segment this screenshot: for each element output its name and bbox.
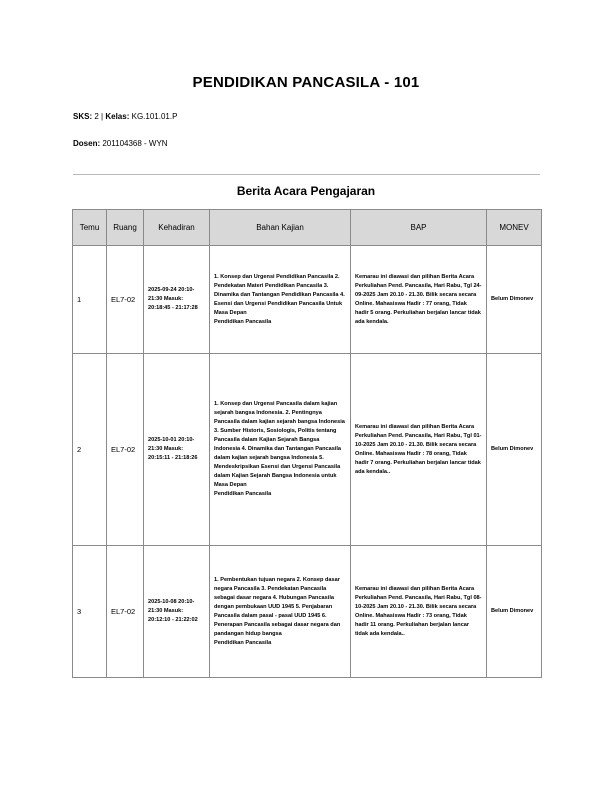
table-header-row	[73, 210, 542, 246]
header-temu: Temu	[73, 210, 107, 246]
bahan-text: 1. Konsep dan Urgensi Pendidikan Pancasila 2. Pendekatan Materi Pendidikan Pancasila 3. Dinamika dan Tantangan Pendidikan Pancasila 4. Esensi dan Urgensi Pendidikan Pancasila Untuk Masa Depan	[214, 273, 345, 316]
cell-kehadiran: 2025-10-08 20:10-21:30 Masuk: 20:12:10 - 21:22:02	[144, 546, 210, 678]
header-kehadiran: Kehadiran	[144, 210, 210, 246]
cell-ruang: EL7-02	[107, 546, 144, 678]
course-meta	[73, 112, 177, 121]
divider	[73, 174, 540, 175]
course-title: PENDIDIKAN PANCASILA - 101	[192, 74, 420, 91]
cell-ruang: EL7-02	[107, 246, 144, 354]
bahan-footer: Pendidikan Pancasila	[214, 491, 272, 497]
cell-kehadiran: 2025-09-24 20:10-21:30 Masuk: 20:18:45 - 21:17:28	[144, 246, 210, 354]
meta-separator: |	[101, 112, 104, 121]
header-bahan-kajian: Bahan Kajian	[210, 210, 351, 246]
cell-bap: Kemarau ini diawasi dan pilihan Berita Acara Perkuliahan Pend. Pancasila, Hari Rabu, Tgl 08-10-2025 Jam 20.10 - 21.30. Bilik secara secara Online. Mahasiswa Hadir : 73 orang, Tidak hadir 11 orang. Perkuliahan berjalan lancar tidak ada kendala..	[351, 546, 487, 678]
bahan-footer: Pendidikan Pancasila	[214, 318, 272, 325]
header-bap: BAP	[351, 210, 487, 246]
dosen-line	[73, 139, 168, 148]
cell-monev: Belum Dimonev	[487, 354, 542, 546]
header-monev: MONEV	[487, 210, 542, 246]
table-row	[73, 546, 542, 678]
cell-bap: Kemarau ini diawasi dan pilihan Berita Acara Perkuliahan Pend. Pancasila, Hari Rabu, Tgl 24-09-2025 Jam 20.10 - 21.30. Bilik secara secara Online. Mahasiswa Hadir : 77 orang, Tidak hadir 5 orang. Perkuliahan berjalan lancar tidak ada kendala.	[351, 246, 487, 354]
sks-value: 2	[94, 112, 99, 121]
cell-monev: Belum Dimonev	[487, 246, 542, 354]
cell-temu: 2	[73, 354, 107, 546]
dosen-value: 201104368 - WYN	[102, 139, 168, 148]
cell-monev: Belum Dimonev	[487, 546, 542, 678]
bahan-text: 1. Pembentukan tujuan negara 2. Konsep dasar negara Pancasila 3. Pendekatan Pancasila sebagai dasar negara 4. Hubungan Pancasila dengan pembukaan UUD 1945 5. Penjabaran Pancasila dalam pasal - pasal UUD 1945 6. Penerapan Pancasila sebagai dasar negara dan pandangan hidup bangsa	[214, 576, 341, 637]
sks-label: SKS:	[73, 112, 93, 121]
cell-bahan-kajian	[210, 246, 351, 354]
bap-table	[72, 209, 542, 678]
dosen-label: Dosen:	[73, 139, 101, 148]
table-row	[73, 246, 542, 354]
cell-bap: Kemarau ini diawasi dan pilihan Berita Acara Perkuliahan Pend. Pancasila, Hari Rabu, Tgl 01-10-2025 Jam 20.10 - 21.30. Bilik secara secara Online. Mahasiswa Hadir : 78 orang, Tidak hadir 7 orang. Perkuliahan berjalan lancar tidak ada kendala..	[351, 354, 487, 546]
cell-temu: 1	[73, 246, 107, 354]
section-title: Berita Acara Pengajaran	[236, 184, 376, 198]
kelas-value: KG.101.01.P	[131, 112, 178, 121]
header-ruang: Ruang	[107, 210, 144, 246]
cell-temu: 3	[73, 546, 107, 678]
bahan-footer: Pendidikan Pancasila	[214, 639, 272, 646]
cell-bahan-kajian	[210, 546, 351, 678]
cell-kehadiran: 2025-10-01 20:10-21:30 Masuk: 20:15:11 - 21:18:26	[144, 354, 210, 546]
cell-bahan-kajian	[210, 354, 351, 546]
table-row	[73, 354, 542, 546]
kelas-label: Kelas:	[105, 112, 130, 121]
bahan-text: 1. Konsep dan Urgensi Pancasila dalam kajian sejarah bangsa Indonesia. 2. Pentingnya Pancasila dalam kajian sejarah bangsa Indonesia 3. Sumber Historis, Sosiologis, Politis tentang Pancasila dalam Kajian Sejarah Bangsa Indonesia 4. Dinamika dan Tantangan Pancasila dalam kajian sejarah bangsa Indonesia 5. Mendeskripsikan Esensi dan Urgensi Pancasila dalam Kajian Sejarah Bangsa Indonesia untuk Masa Depan	[214, 401, 345, 488]
cell-ruang: EL7-02	[107, 354, 144, 546]
